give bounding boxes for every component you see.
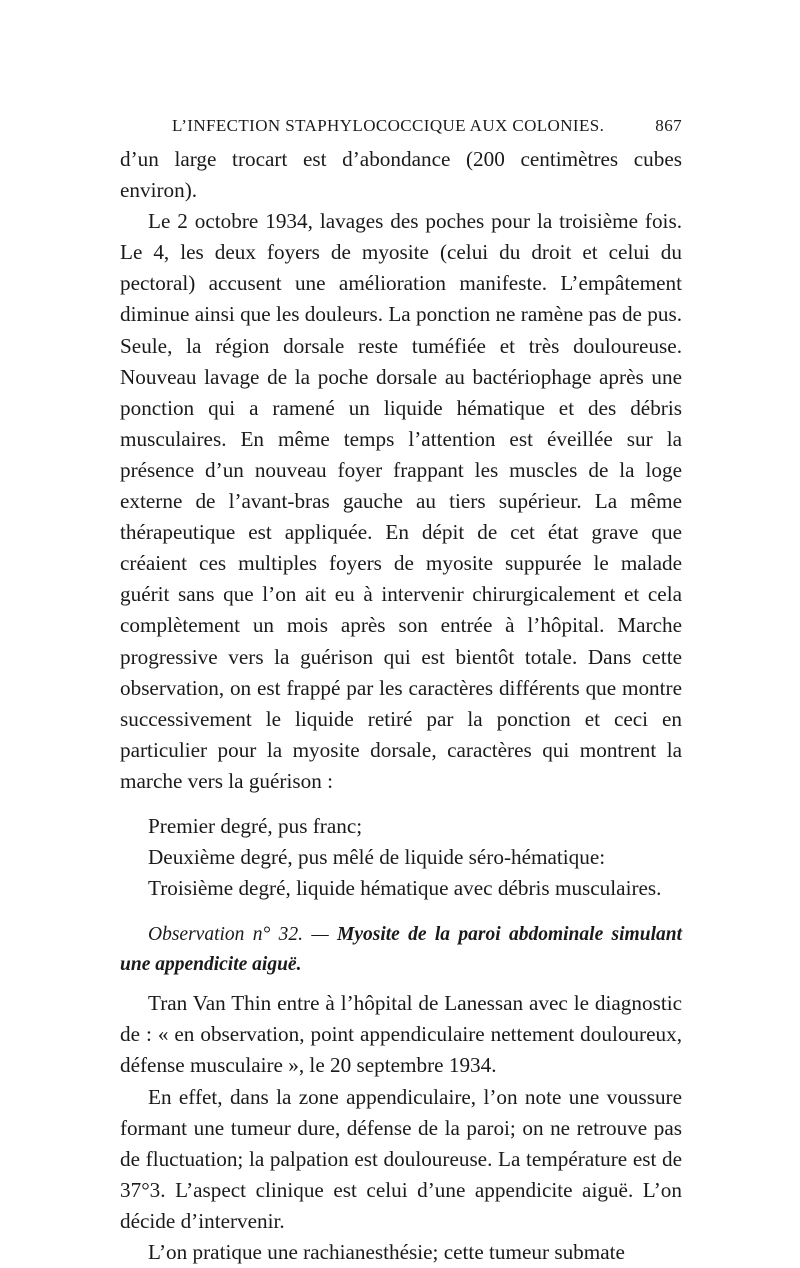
list-item: Deuxième degré, pus mêlé de liquide séro-hématique: — [148, 845, 606, 870]
document-page — [120, 116, 682, 1268]
observation-dash: — — [303, 924, 337, 946]
paragraph-procedure: L’on pratique une rachianesthésie; cette tumeur submate — [148, 1240, 625, 1264]
page-number: 867 — [655, 116, 682, 135]
paragraph-case-progress: Le 2 octobre 1934, lavages des poches pour la troisième fois. Le 4, les deux foyers de myosite (celui du droit et celui du pectoral) accusent une amélioration manifeste. L’empâtement diminue ainsi que les douleurs. La ponction ne ramène pas de pus. Seule, la région dorsale reste tuméfiée et très douloureuse. Nouveau lavage de la poche dorsale au bactériophage après une ponction qui a ramené un liquide hématique et des débris musculaires. En même temps l’attention est éveillée sur la présence d’un nouveau foyer frappant les muscles de la loge externe de l’avant-bras gauche au tiers supérieur. La même thérapeutique est appliquée. En dépit de cet état grave que créaient ces multiples foyers de myosite suppurée le malade guérit sans que l’on ait eu à intervenir chirurgicalement et cela complètement un mois après son entrée à l’hôpital. Marche progressive vers la guérison qui est bientôt totale. Dans cette observation, on est frappé par les caractères différents que montre successivement le liquide retiré par la ponction et ceci en particulier pour la myosite dorsale, caractères qui montrent la marche vers la guérison : — [120, 209, 682, 793]
observation-title: Myosite de la paroi abdominale simulant une appendicite aiguë. — [120, 924, 683, 976]
list-item: Premier degré, pus franc; — [148, 813, 363, 838]
degree-list — [148, 811, 682, 904]
running-title: L’INFECTION STAPHYLOCOCCIQUE AUX COLONIES. — [172, 116, 605, 135]
paragraph-continuation: d’un large trocart est d’abondance (200 centimètres cubes environ). — [120, 147, 682, 203]
paragraph-examination: En effet, dans la zone appendiculaire, l’on note une voussure formant une tumeur dure, défense de la paroi; on ne retrouve pas de fluctuation; la palpation est douloureuse. La température est de 37°3. L’aspect clinique est celui d’une appendicite aiguë. L’on décide d’intervenir. — [120, 1084, 682, 1233]
paragraph-admission: Tran Van Thin entre à l’hôpital de Lanessan avec le diagnostic de : « en observation, point appendiculaire nettement douloureux, défense musculaire », le 20 septembre 1934. — [120, 991, 682, 1078]
observation-label: Observation n° 32. — [148, 924, 303, 946]
list-item: Troisième degré, liquide hématique avec débris musculaires. — [148, 876, 662, 901]
observation-heading — [120, 920, 682, 980]
running-header — [172, 116, 682, 136]
